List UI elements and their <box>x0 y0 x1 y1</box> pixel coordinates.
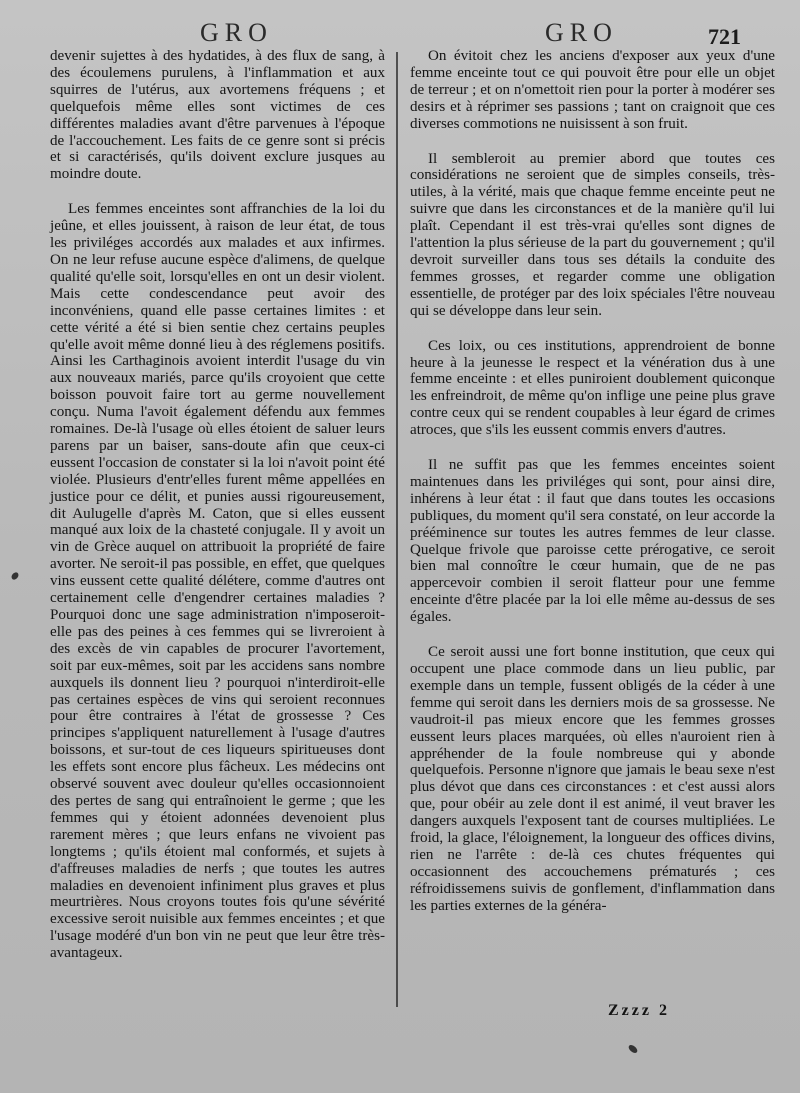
ink-spot <box>10 571 20 581</box>
paragraph: Ces loix, ou ces institutions, apprendroient de bonne heure à la jeunesse le respect et la vénération dus à une femme enceinte : et elles puniroient doublement quiconque les enfreindroit, de même qu'on inflige une peine plus grave contre ceux qui se rendent coupables à leur égard de crimes atroces, que s'ils les eussent commis envers d'autres. <box>410 337 775 439</box>
paragraph: Les femmes enceintes sont affranchies de la loi du jeûne, et elles jouissent, à raison de leur état, de tous les priviléges accordés aux malades et aux infirmes. On ne leur refuse aucune espèce d'alimens, de quelque qualité qu'elle soit, lorsqu'elles en ont un desir violent. Mais cette condescendance peut avoir des inconvéniens, quand elle passe certaines limites : et cette vérité a été si bien sentie chez certains peuples qu'elle avoit même donné lieu à des réglemens positifs. Ainsi les Carthaginois avoient interdit l'usage du vin aux nouveaux mariés, parce qu'ils croyoient que cette boisson pouvoit faire tort au germe nouvellement conçu. Numa l'avoit également défendu aux femmes romaines. De-là l'usage où elles étoient de saluer leurs parens par un baiser, sans-doute afin que ceux-ci eussent l'occasion de constater si la loi n'avoit point été violée. Plusieurs d'entr'elles furent même appellées en justice pour ce délit, et punies aussi rigoureusement, dit Aulugelle d'après M. Caton, que si elles eussent manqué aux loix de la chasteté conjugale. Il y avoit un vin de Grèce auquel on attribuoit la propriété de faire avorter. Ne seroit-il pas possible, en effet, que quelques vins eussent cette qualité délétere, comme d'autres ont certainement celle d'engendrer certaines maladies ? Pourquoi donc une sage administration n'imposeroit-elle pas des peines à ces femmes qui se livreroient à des excès de vin capables de procurer l'avortement, soit par eux-mêmes, soit par les accidens sans nombre auxquels ils donnent lieu ? pourquoi n'interdiroit-elle pas certaines espèces de vins qui seroient reconnues pour être contraires à l'état de grossesse ? Ces principes s'appliquent naturellement à l'usage d'autres boissons, et sur-tout de ces liqueurs spiritueuses dont les effets sont encore plus fâcheux. Les médecins ont observé souvent avec douleur qu'elles occasionnoient des pertes de sang qui entraînoient le germe ; que les femmes qui y étoient adonnées devenoient plus rarement mères ; que leurs enfans ne vivoient pas longtems ; qu'ils étoient mal conformés, et sujets à d'affreuses maladies de nerfs ; que toutes les autres maladies en devenoient infiniment plus graves et plus meurtrières. Nous croyons toutes fois qu'une sévérité excessive seroit nuisible aux femmes enceintes ; et que l'usage modéré d'un bon vin ne peut que leur être très-avantageux. <box>50 201 385 962</box>
paragraph: On évitoit chez les anciens d'exposer aux yeux d'une femme enceinte tout ce qui pouvoit être pour elle un objet de terreur ; et on n'omettoit rien pour la porter à modérer ses desirs et à réprimer ses passions ; tant on craignoit que ces diverses commotions ne nuisissent à son fruit. <box>410 48 775 132</box>
left-column <box>50 48 385 980</box>
right-column <box>410 48 775 933</box>
paragraph: Il ne suffit pas que les femmes enceintes soient maintenues dans les priviléges qui sont, pour ainsi dire, inhérens à leur état : il faut que dans toutes les occasions publiques, du moment qu'il sera constaté, on leur accorde la prééminence sur toutes les autres femmes de leur classe. Quelque frivole que paroisse cette prérogative, ce seroit bien mal connoître le cœur humain, que de ne pas appercevoir combien il seroit flatteur pour une femme enceinte d'être placée par la loi elle même au-dessus de ses égales. <box>410 457 775 626</box>
ink-spot <box>627 1043 639 1054</box>
signature-mark: Zzzz 2 <box>608 1002 670 1019</box>
column-divider <box>396 52 398 1007</box>
page-number: 721 <box>708 24 741 49</box>
paragraph: Ce seroit aussi une fort bonne institution, que ceux qui occupent une place commode dans un lieu public, par exemple dans un temple, fussent obligés de la céder à une femme qui seroit dans les derniers mois de sa grossesse. Ne vaudroit-il pas mieux encore que les femmes grosses eussent leurs places marquées, où elles n'auroient rien à appréhender de la foule nombreuse qui y abonde quelquefois. Personne n'ignore que jamais le beau sexe n'est plus dévot que dans ces circonstances : et c'est aussi alors que, pour obéir au zele dont il est animé, il veut braver les dangers auxquels l'exposent tant de courses multipliées. Le froid, la glace, l'éloignement, la longueur des offices divins, rien ne l'arrête : de-là ces chutes fréquentes qui occasionnent des accouchemens prématurés ; ces réfroidissemens suivis de gonflement, d'inflammation dans les parties externes de la généra- <box>410 644 775 914</box>
header-word-right: GRO <box>545 18 618 47</box>
running-header <box>0 8 800 48</box>
paragraph: devenir sujettes à des hydatides, à des flux de sang, à des écoulemens purulens, à l'inflammation et aux squirres de l'utérus, aux avortemens fréquens ; et quelquefois même elles sont victimes de ces différentes maladies avant d'être parvenues à l'époque de l'accouchement. Les faits de ce genre sont si précis et si caractérisés, qu'ils doivent exclure jusques au moindre doute. <box>50 48 385 183</box>
paragraph: Il sembleroit au premier abord que toutes ces considérations ne seroient que de simples conseils, très-utiles, à la vérité, mais que chaque femme enceinte peut ne suivre que dans les circonstances et de la manière qu'il lui plaît. Cependant il est très-vrai qu'elles sont dignes de l'attention la plus sérieuse de la part du gouvernement ; qu'il devroit surveiller dans tous ses détails la conduite des femmes grosses, et regarder comme une obligation essentielle, de protéger par des loix spéciales l'être nouveau qui se développe dans leur sein. <box>410 150 775 319</box>
header-word-left: GRO <box>200 18 273 47</box>
